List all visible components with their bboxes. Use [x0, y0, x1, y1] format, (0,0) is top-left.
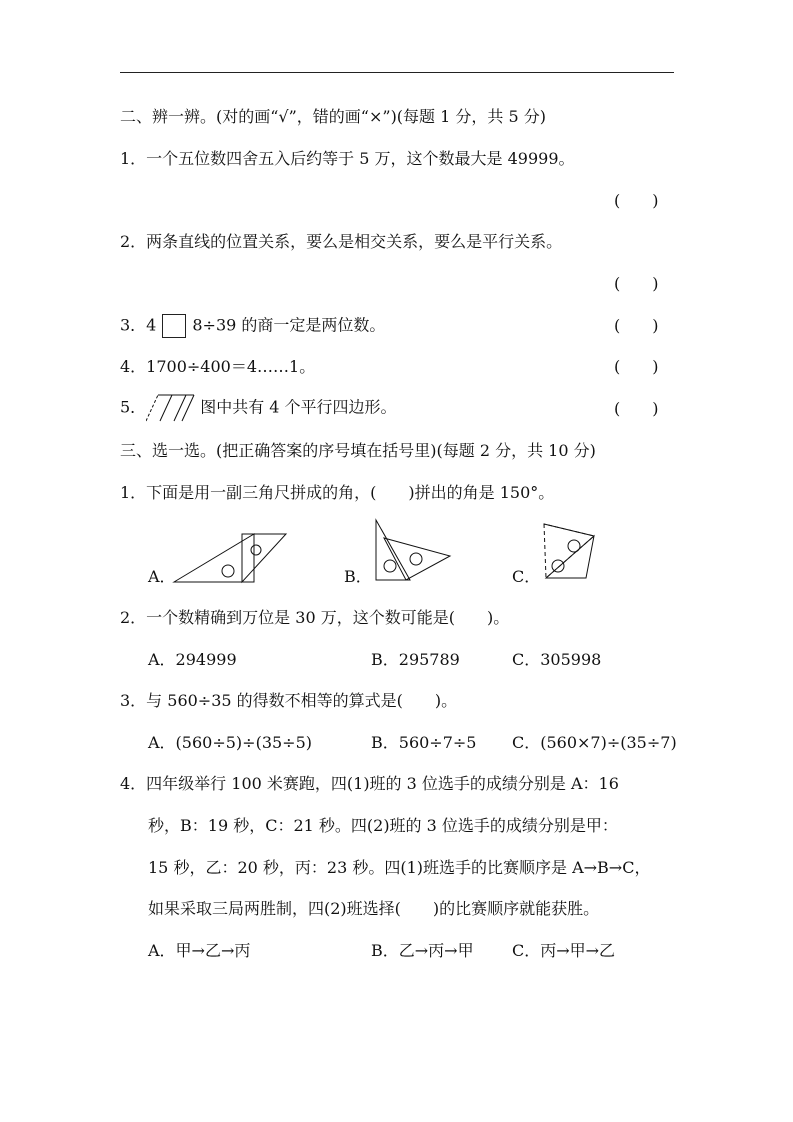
- s2-answer-blank-2[interactable]: ( ): [614, 274, 659, 293]
- triangle-ruler-figure-c: [538, 518, 598, 584]
- digit-box: [162, 314, 186, 338]
- s3-q2-option-a: A．294999: [148, 650, 237, 669]
- s2-q3-prefix: 3．4: [120, 315, 157, 335]
- s3-question-4-line-2: 秒，B：19 秒，C：21 秒。四(2)班的 3 位选手的成绩分别是甲：: [148, 816, 618, 835]
- triangle-ruler-figure-b: [368, 518, 454, 584]
- s3-question-4-line-1: 4．四年级举行 100 米赛跑，四(1)班的 3 位选手的成绩分别是 A：16: [120, 774, 619, 793]
- s3-question-4-line-4: 如果采取三局两胜制，四(2)班选择( )的比赛顺序就能获胜。: [148, 899, 600, 918]
- s3-q2-option-c: C．305998: [512, 650, 602, 669]
- section2-title: 二、辨一辨。(对的画“√”，错的画“×”)(每题 1 分，共 5 分): [120, 107, 546, 126]
- s3-q2-option-b: B．295789: [371, 650, 460, 669]
- s3-q1-option-b-label: B．: [344, 567, 372, 586]
- s2-question-1: 1．一个五位数四舍五入后约等于 5 万，这个数最大是 49999。: [120, 149, 575, 168]
- s2-question-5: [120, 394, 397, 422]
- s2-answer-blank-5[interactable]: ( ): [614, 399, 659, 418]
- s3-q1-option-c-label: C．: [512, 567, 541, 586]
- s2-question-2: 2．两条直线的位置关系，要么是相交关系，要么是平行关系。: [120, 232, 563, 251]
- top-rule: [120, 72, 674, 73]
- section3-title: 三、选一选。(把正确答案的序号填在括号里)(每题 2 分，共 10 分): [120, 441, 596, 460]
- s3-q4-option-b: B．乙→丙→甲: [371, 941, 474, 960]
- s2-question-4: 4．1700÷400＝4……1。: [120, 357, 316, 376]
- s2-q5-prefix: 5．: [120, 397, 147, 417]
- s3-q4-option-c: C．丙→甲→乙: [512, 941, 616, 960]
- triangle-ruler-figure-a: [172, 530, 290, 584]
- s2-answer-blank-4[interactable]: ( ): [614, 357, 659, 376]
- s3-q4-option-a: A．甲→乙→丙: [148, 941, 251, 960]
- s3-question-4-line-3: 15 秒，乙：20 秒，丙：23 秒。四(1)班选手的比赛顺序是 A→B→C，: [148, 858, 651, 877]
- s2-q5-suffix: 图中共有 4 个平行四边形。: [200, 397, 397, 417]
- s2-answer-blank-3[interactable]: ( ): [614, 316, 659, 335]
- s2-q3-suffix: 8÷39 的商一定是两位数。: [192, 315, 386, 335]
- s3-question-3: 3．与 560÷35 的得数不相等的算式是( )。: [120, 691, 458, 710]
- s3-q1-option-a-label: A．: [148, 567, 176, 586]
- s3-q3-option-c: C．(560×7)÷(35÷7): [512, 733, 677, 752]
- s2-answer-blank-1[interactable]: ( ): [614, 191, 659, 210]
- s3-q3-option-a: A．(560÷5)÷(35÷5): [148, 733, 313, 752]
- parallel-lines-figure: [146, 394, 196, 422]
- s3-q3-option-b: B．560÷7÷5: [371, 733, 477, 752]
- s3-question-2: 2．一个数精确到万位是 30 万，这个数可能是( )。: [120, 608, 510, 627]
- s2-question-3: [120, 314, 385, 338]
- s3-question-1: 1．下面是用一副三角尺拼成的角，( )拼出的角是 150°。: [120, 483, 555, 502]
